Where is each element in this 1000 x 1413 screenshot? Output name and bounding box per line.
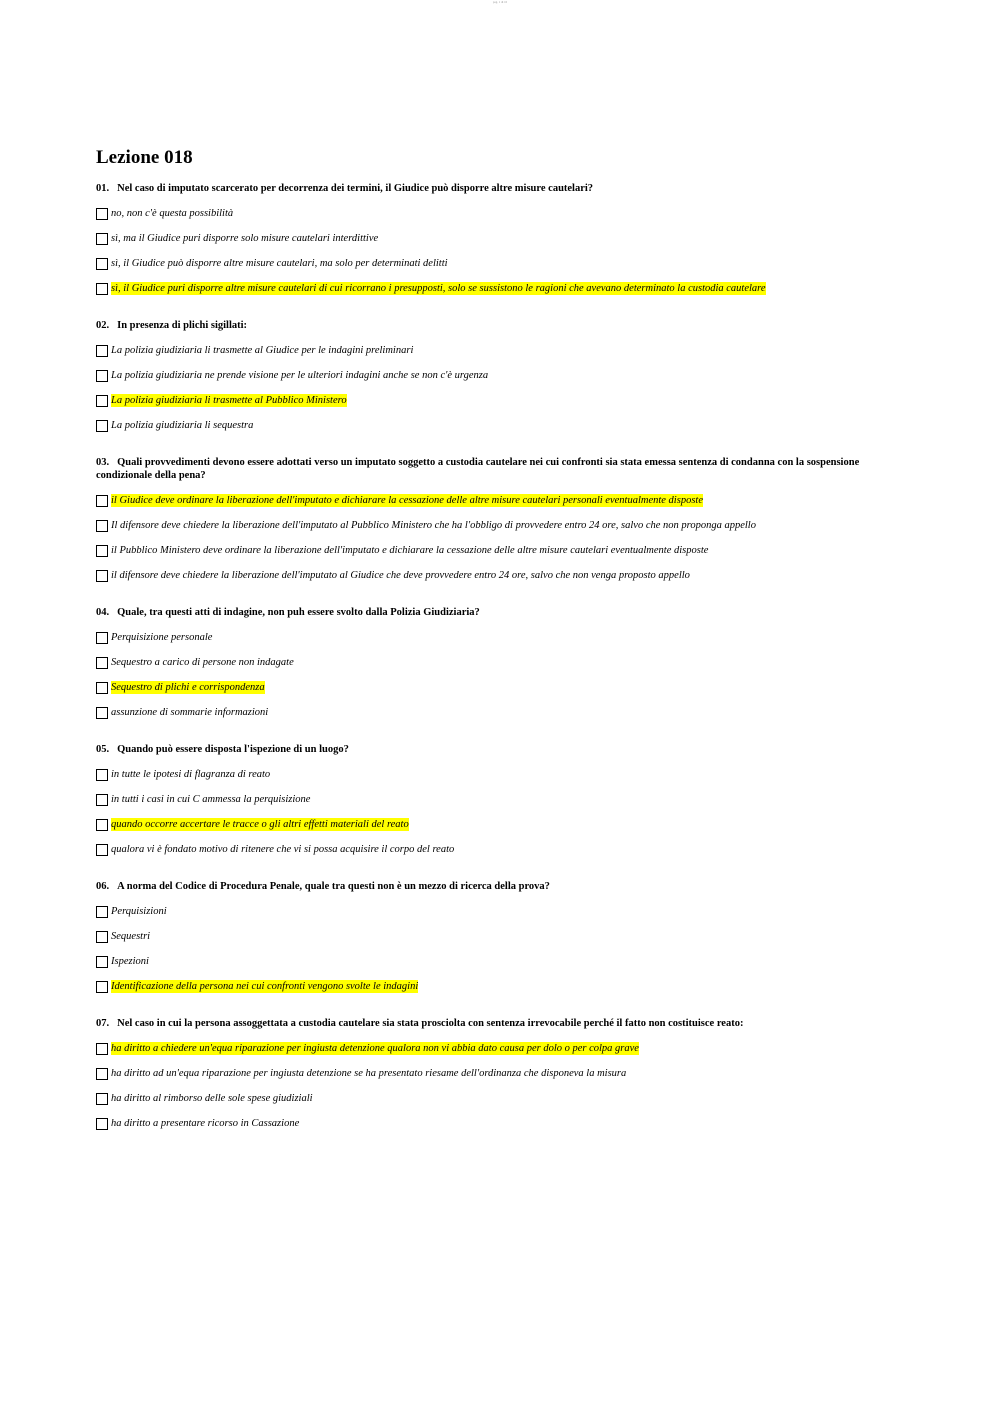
answer-label: Perquisizioni — [111, 906, 167, 917]
question-text — [96, 1017, 906, 1030]
answer-label: Ispezioni — [111, 956, 149, 967]
question-text — [96, 182, 906, 195]
checkbox[interactable] — [96, 283, 108, 295]
answer-option[interactable] — [96, 563, 906, 588]
question-label: A norma del Codice di Procedura Penale, quale tra questi non è un mezzo di ricerca della prova? — [117, 881, 550, 892]
answer-label: Sequestri — [111, 931, 151, 942]
answer-option-correct[interactable] — [96, 675, 906, 700]
answer-option[interactable] — [96, 899, 906, 924]
question-number: 01. — [96, 183, 110, 194]
answer-option[interactable] — [96, 538, 906, 563]
answer-label: il Giudice deve ordinare la liberazione dell'imputato e dichiarare la cessazione delle altre misure cautelari personali eventualmente disposte — [111, 495, 703, 506]
checkbox[interactable] — [96, 345, 108, 357]
question-text — [96, 319, 906, 332]
answer-option-correct[interactable] — [96, 488, 906, 513]
answer-label: ha diritto ad un'equa riparazione per ingiusta detenzione se ha presentato riesame dell'ordinanza che disponeva la misura — [111, 1068, 627, 1079]
answer-option[interactable] — [96, 251, 906, 276]
question-04 — [96, 606, 906, 725]
checkbox[interactable] — [96, 1093, 108, 1105]
answer-option-correct[interactable] — [96, 388, 906, 413]
answer-label: ha diritto a chiedere un'equa riparazione per ingiusta detenzione qualora non vi abbia dato causa per dolo o per colpa grave — [111, 1043, 639, 1054]
answer-option[interactable] — [96, 338, 906, 363]
answer-label: sì, il Giudice può disporre altre misure cautelari, ma solo per determinati delitti — [111, 258, 448, 269]
answer-option-correct[interactable] — [96, 974, 906, 999]
question-number: 05. — [96, 744, 110, 755]
checkbox[interactable] — [96, 258, 108, 270]
answer-label: Sequestro a carico di persone non indagate — [111, 657, 294, 668]
question-05 — [96, 743, 906, 862]
answer-label: quando occorre accertare le tracce o gli altri effetti materiali del reato — [111, 819, 409, 830]
answer-option[interactable] — [96, 787, 906, 812]
answer-option[interactable] — [96, 949, 906, 974]
checkbox[interactable] — [96, 208, 108, 220]
checkbox[interactable] — [96, 420, 108, 432]
page-title: Lezione 018 — [96, 147, 193, 168]
checkbox[interactable] — [96, 769, 108, 781]
answer-option[interactable] — [96, 363, 906, 388]
question-03 — [96, 456, 906, 588]
lesson-page — [96, 146, 906, 1154]
question-number: 06. — [96, 881, 110, 892]
answer-option[interactable] — [96, 1111, 906, 1136]
question-number: 04. — [96, 607, 110, 618]
answer-option[interactable] — [96, 762, 906, 787]
answer-option[interactable] — [96, 837, 906, 862]
checkbox[interactable] — [96, 707, 108, 719]
answer-option[interactable] — [96, 413, 906, 438]
question-text — [96, 880, 906, 893]
checkbox[interactable] — [96, 844, 108, 856]
question-label: Quali provvedimenti devono essere adottati verso un imputato soggetto a custodia cautelare nei cui confronti sia stata emessa sentenza di condanna con la sospensione condizionale della pena? — [96, 457, 860, 481]
checkbox[interactable] — [96, 931, 108, 943]
checkbox[interactable] — [96, 395, 108, 407]
checkbox[interactable] — [96, 370, 108, 382]
answer-label: Sequestro di plichi e corrispondenza — [111, 682, 265, 693]
checkbox[interactable] — [96, 682, 108, 694]
answer-label: Perquisizione personale — [111, 632, 213, 643]
answer-label: La polizia giudiziaria li trasmette al Giudice per le indagini preliminari — [111, 345, 414, 356]
question-02 — [96, 319, 906, 438]
answer-option[interactable] — [96, 700, 906, 725]
answer-label: Identificazione della persona nei cui confronti vengono svolte le indagini — [111, 981, 419, 992]
answer-label: il difensore deve chiedere la liberazione dell'imputato al Giudice che deve provvedere entro 24 ore, salvo che non venga proposto appello — [111, 570, 690, 581]
answer-label: Il difensore deve chiedere la liberazione dell'imputato al Pubblico Ministero che ha l'obbligo di provvedere entro 24 ore, salvo che non proponga appello — [111, 520, 756, 531]
question-text — [96, 606, 906, 619]
answer-label: La polizia giudiziaria ne prende visione per le ulteriori indagini anche se non c'è urgenza — [111, 370, 489, 381]
page-header-mark: pag. 1 di 10 — [492, 0, 508, 4]
answer-option-correct[interactable] — [96, 812, 906, 837]
checkbox[interactable] — [96, 1043, 108, 1055]
answer-option[interactable] — [96, 513, 906, 538]
answer-label: in tutti i casi in cui C ammessa la perquisizione — [111, 794, 311, 805]
checkbox[interactable] — [96, 819, 108, 831]
question-number: 02. — [96, 320, 110, 331]
checkbox[interactable] — [96, 632, 108, 644]
answer-option[interactable] — [96, 650, 906, 675]
question-label: Quale, tra questi atti di indagine, non puh essere svolto dalla Polizia Giudiziaria? — [117, 607, 480, 618]
answer-option[interactable] — [96, 924, 906, 949]
checkbox[interactable] — [96, 233, 108, 245]
question-text — [96, 456, 906, 482]
checkbox[interactable] — [96, 1068, 108, 1080]
answer-option-correct[interactable] — [96, 276, 906, 301]
answer-label: il Pubblico Ministero deve ordinare la liberazione dell'imputato e dichiarare la cessazione delle altre misure cautelari eventualmente disposte — [111, 545, 709, 556]
answer-option[interactable] — [96, 625, 906, 650]
answer-label: ha diritto a presentare ricorso in Cassazione — [111, 1118, 300, 1129]
answer-label: no, non c'è questa possibilità — [111, 208, 234, 219]
checkbox[interactable] — [96, 906, 108, 918]
question-list — [96, 182, 906, 1136]
answer-label: sì, ma il Giudice puri disporre solo misure cautelari interdittive — [111, 233, 379, 244]
question-label: In presenza di plichi sigillati: — [117, 320, 248, 331]
answer-option[interactable] — [96, 1061, 906, 1086]
checkbox[interactable] — [96, 520, 108, 532]
answer-label: sì, il Giudice puri disporre altre misure cautelari di cui ricorrano i presupposti, solo se sussistono le ragioni che avevano determinato la custodia cautelare — [111, 283, 766, 294]
answer-option[interactable] — [96, 201, 906, 226]
question-01 — [96, 182, 906, 301]
question-label: Quando può essere disposta l'ispezione di un luogo? — [117, 744, 349, 755]
answer-option[interactable] — [96, 226, 906, 251]
question-label: Nel caso in cui la persona assoggettata a custodia cautelare sia stata prosciolta con sentenza irrevocabile perché il fatto non costituisce reato: — [117, 1018, 744, 1029]
answer-label: La polizia giudiziaria li trasmette al Pubblico Ministero — [111, 395, 347, 406]
answer-label: ha diritto al rimborso delle sole spese giudiziali — [111, 1093, 313, 1104]
answer-label: assunzione di sommarie informazioni — [111, 707, 269, 718]
checkbox[interactable] — [96, 570, 108, 582]
question-07 — [96, 1017, 906, 1136]
answer-label: La polizia giudiziaria li sequestra — [111, 420, 254, 431]
question-06 — [96, 880, 906, 999]
checkbox[interactable] — [96, 956, 108, 968]
question-number: 07. — [96, 1018, 110, 1029]
answer-label: qualora vi è fondato motivo di ritenere che vi si possa acquisire il corpo del reato — [111, 844, 455, 855]
checkbox[interactable] — [96, 1118, 108, 1130]
answer-option-correct[interactable] — [96, 1036, 906, 1061]
question-text — [96, 743, 906, 756]
checkbox[interactable] — [96, 981, 108, 993]
answer-option[interactable] — [96, 1086, 906, 1111]
checkbox[interactable] — [96, 794, 108, 806]
checkbox[interactable] — [96, 657, 108, 669]
checkbox[interactable] — [96, 495, 108, 507]
checkbox[interactable] — [96, 545, 108, 557]
answer-label: in tutte le ipotesi di flagranza di reato — [111, 769, 271, 780]
question-number: 03. — [96, 457, 110, 468]
question-label: Nel caso di imputato scarcerato per decorrenza dei termini, il Giudice può disporre altre misure cautelari? — [117, 183, 594, 194]
